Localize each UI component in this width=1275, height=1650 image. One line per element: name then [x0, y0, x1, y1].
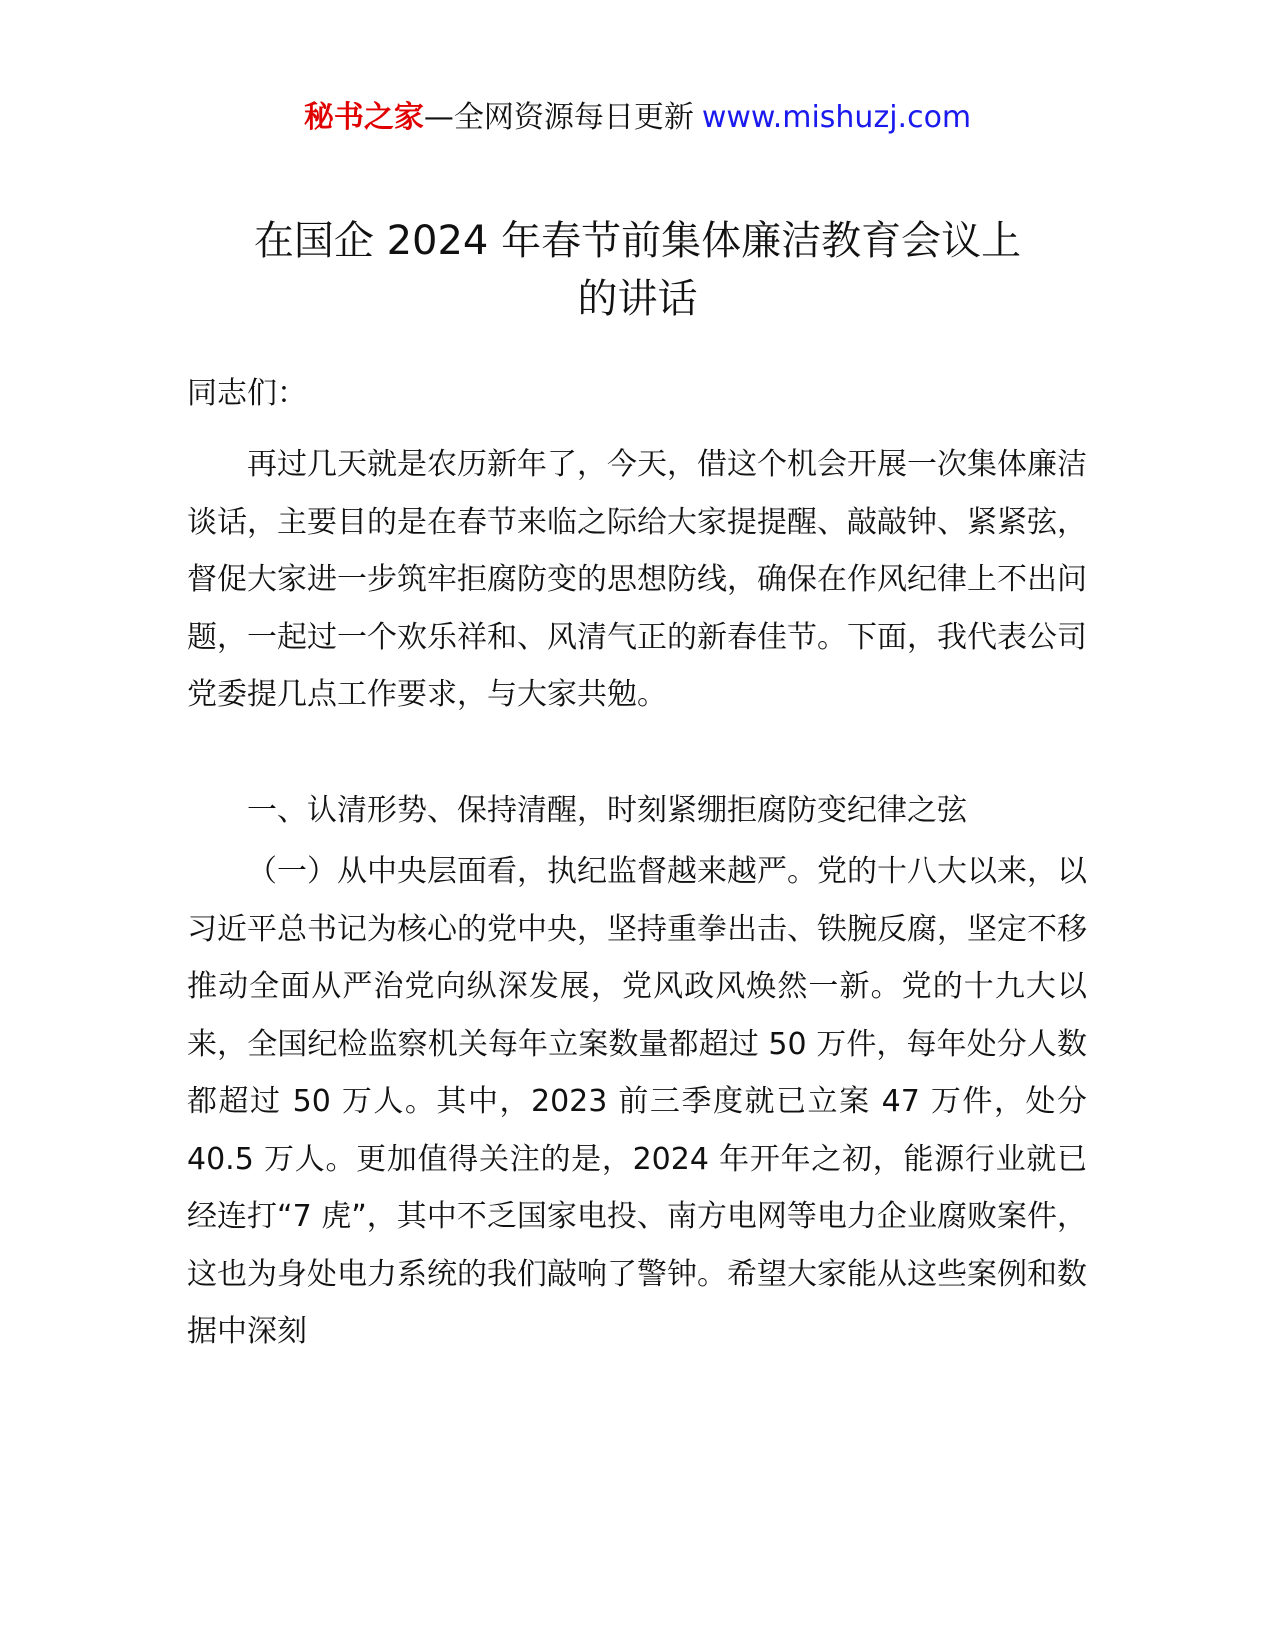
document-title	[180, 212, 1095, 328]
paragraph-intro: 再过几天就是农历新年了，今天，借这个机会开展一次集体廉洁谈话，主要目的是在春节来临之际给大家提提醒、敲敲钟、紧紧弦，督促大家进一步筑牢拒腐防变的思想防线，确保在作风纪律上不出问题，一起过一个欢乐祥和、风清气正的新春佳节。下面，我代表公司党委提几点工作要求，与大家共勉。	[187, 447, 1087, 712]
section-heading	[187, 782, 1087, 840]
site-url-link[interactable]: www.mishuzj.com	[701, 100, 972, 135]
section-heading-text: 一、认清形势、保持清醒，时刻紧绷拒腐防变纪律之弦	[247, 793, 967, 828]
title-line-2: 的讲话	[577, 276, 698, 322]
brand-name: 秘书之家	[303, 100, 424, 135]
header-tagline: —全网资源每日更新	[423, 100, 694, 135]
title-line-1: 在国企 2024 年春节前集体廉洁教育会议上	[253, 218, 1022, 264]
salutation: 同志们：	[187, 376, 307, 411]
site-header	[0, 98, 1275, 138]
paragraph-section-1: （一）从中央层面看，执纪监督越来越严。党的十八大以来，以习近平总书记为核心的党中央，坚持重拳出击、铁腕反腐，坚定不移推动全面从严治党向纵深发展，党风政风焕然一新。党的十九大以来，全国纪检监察机关每年立案数量都超过 50 万件，每年处分人数都超过 50 万人。其中，2023 前三季度就已立案 47 万件，处分 40.5 万人。更加值得关注的是，2024 年开年之初，能源行业就已经连打“7 虎”，其中不乏国家电投、南方电网等电力企业腐败案件，这也为身处电力系统的我们敲响了警钟。希望大家能从这些案例和数据中深刻	[187, 854, 1087, 1349]
